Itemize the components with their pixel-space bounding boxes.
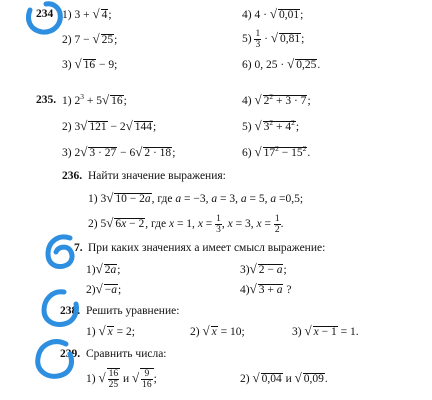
p234-item-4: 4) 4 · √ 0,01;: [242, 6, 304, 21]
p234-item-6: 6) 0, 25 · √ 0,25.: [242, 56, 321, 71]
p236-item-1: 1) 3√ 10 − 2a, где a = −3, a = 3, a = 5, a =0,5;: [88, 190, 304, 205]
p237-item-4: 4)√ 3 + a ?: [240, 281, 292, 296]
p237-instruction: При каких значениях a имеет смысл выражение:: [88, 242, 326, 254]
p235-item-2: 2) 3√ 121 − 2√ 144;: [62, 118, 157, 133]
p236-item-2: 2) 5√ 6x − 2, где x = 1, x = $\frac{1}{3}$ , x = 3, x = $\frac{1}{2}$ .: [88, 214, 284, 235]
p235-item-3: 3) 2√ 3 · 27 − 6√ 2 · 18;: [62, 144, 176, 159]
p234-item-1: 1) 3 + √ 4;: [62, 6, 112, 21]
p234-item-3: 3) √ 16 − 9;: [62, 56, 118, 71]
p235-item-1: 1) $2^3 + 5√$ 16;: [62, 92, 127, 107]
problem-234-number: 234: [36, 8, 54, 20]
p238-item-2: 2) √ x = 10;: [190, 323, 245, 338]
p239-item-2: 2) √ 0,04 и √ 0,09.: [240, 370, 328, 385]
problem-238-number: 238.: [60, 305, 81, 317]
problem-237-number: 7.: [74, 242, 83, 254]
p237-item-2: 2)√ −a;: [86, 281, 122, 296]
p234-item-5: 5) $\frac{1}{3}$ · √ 0,81;: [242, 29, 305, 50]
p237-item-1: 1)√ 2a;: [86, 261, 121, 276]
problem-235-number: 235.: [36, 94, 57, 106]
p238-item-3: 3) √ x − 1 = 1.: [292, 323, 359, 338]
p238-instruction: Решить уравнение:: [86, 305, 180, 317]
p235-item-6: 6) √ $17^2 - 15^2$.: [242, 144, 311, 159]
p239-item-1: 1) √ $\frac{16}{25}$ и √ $\frac{9}{16}$ ;: [86, 369, 157, 390]
p236-instruction: Найти значение выражения:: [88, 170, 226, 182]
problem-239-number: 239.: [60, 348, 81, 360]
p237-item-3: 3)√ 2 − a;: [240, 261, 287, 276]
p235-item-4: 4) √ $2^2 + 3 \cdot 7$;: [242, 92, 311, 107]
p235-item-5: 5) √ $3^2 + 4^2$;: [242, 118, 300, 133]
p239-instruction: Сравнить числа:: [86, 348, 167, 360]
p238-item-1: 1) √ x = 2;: [86, 323, 135, 338]
p234-item-2: 2) 7 − √ 25;: [62, 31, 118, 46]
problem-236-number: 236.: [62, 170, 83, 182]
